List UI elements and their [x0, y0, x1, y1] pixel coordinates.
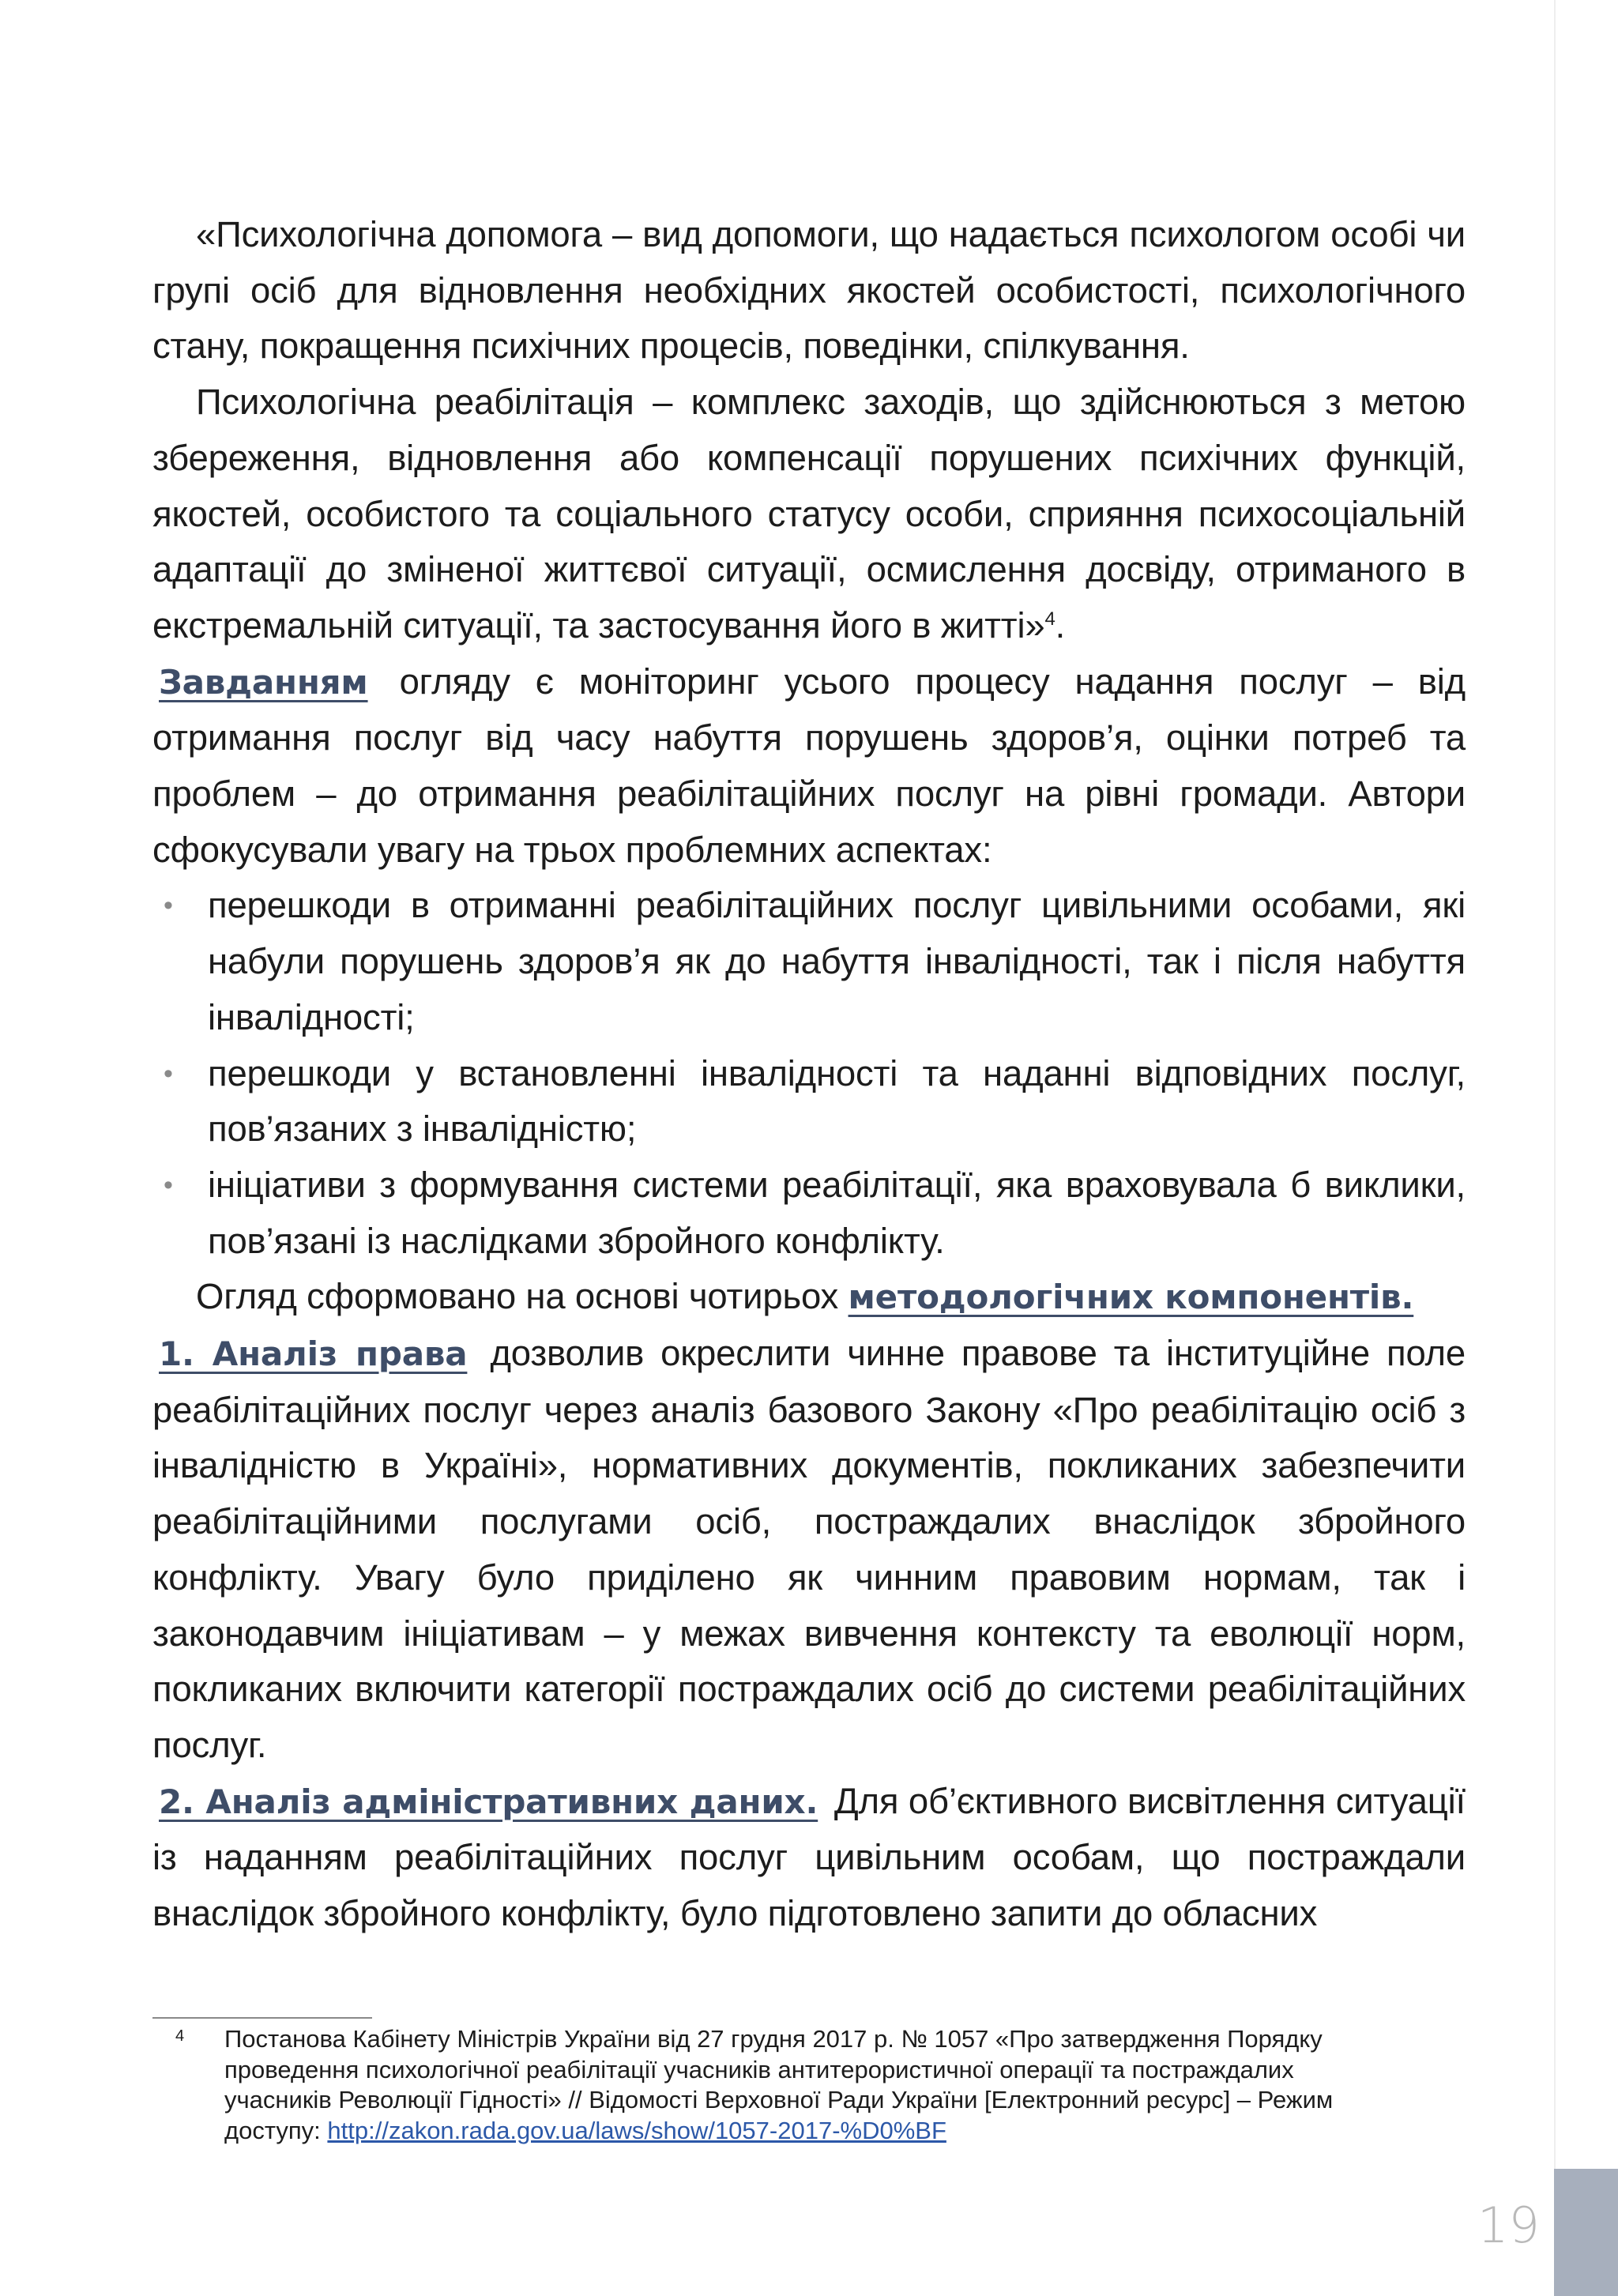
footnote — [175, 2024, 1408, 2146]
list-item — [152, 878, 1466, 1045]
law-analysis-text: дозволив окреслити чинне правове та інституційне поле реабілітаційних послуг через аналіз базового Закону «Про реабілітацію осіб з інвалідністю в Україні», нормативних документів, покликаних забезпечити реабілітаційними послугами осіб, постраждалих внаслідок збройного конфлікту. Увагу було приділено як чинним правовим нормам, так і законодавчим ініціативам – у межах вивчення контексту та еволюції норм, покликаних включити категорії постраждалих осіб до системи реабілітаційних послуг. — [152, 1333, 1466, 1765]
review-text: Огляд сформовано на основі чотирьох — [196, 1276, 839, 1317]
footnote-divider — [152, 2017, 372, 2019]
methodology-heading: методологічних компонентів. — [848, 1278, 1414, 1317]
footnote-ref[interactable]: 4 — [1044, 608, 1055, 630]
paragraph-review — [152, 1269, 1466, 1326]
tasks-text: огляду є моніторинг усього процесу надання послуг – від отримання послуг від часу набуття порушень здоров’я, оцінки потреб та проблем – до отримання реабілітаційних послуг на рівні громади. Автори сфокусували увагу на трьох проблемних аспектах: — [152, 661, 1466, 870]
page-tab — [1554, 2169, 1618, 2296]
footnote-number: 4 — [175, 2027, 185, 2045]
aspects-list — [152, 878, 1466, 1269]
paragraph-tasks — [152, 654, 1466, 879]
admin-data-text: Для об’єктивного висвітлення ситуації із наданням реабілітаційних послуг цивільним особам, що постраждали внаслідок збройного конфлікту, було підготовлено запити до обласних — [152, 1780, 1466, 1934]
list-item — [152, 1157, 1466, 1269]
list-item — [152, 1046, 1466, 1157]
tasks-heading: Завданням — [159, 662, 368, 702]
list-item-text: перешкоди в отриманні реабілітаційних послуг цивільними особами, які набули порушень здоров’я як до набуття інвалідності, так і після набуття інвалідності; — [208, 885, 1466, 1037]
bullet-icon: • — [164, 890, 173, 921]
page-number: 19 — [1477, 2196, 1540, 2254]
footnote-text — [224, 2024, 1408, 2146]
admin-data-heading: 2. Аналіз адміністративних даних. — [159, 1782, 818, 1821]
paragraph-end: . — [1055, 604, 1066, 646]
law-analysis-heading: 1. Аналіз права — [159, 1334, 468, 1374]
paragraph-psych-rehab — [152, 375, 1466, 654]
bullet-icon: • — [164, 1169, 173, 1200]
page-body — [152, 207, 1466, 1942]
margin-rule — [1554, 0, 1556, 2296]
paragraph-law-analysis — [152, 1326, 1466, 1774]
list-item-text: перешкоди у встановленні інвалідності та наданні відповідних послуг, пов’язаних з інвалідністю; — [208, 1052, 1466, 1150]
footnote-link[interactable]: http://zakon.rada.gov.ua/laws/show/1057-2017-%D0%BF — [327, 2116, 946, 2144]
list-item-text: ініціативи з формування системи реабілітації, яка враховувала б виклики, пов’язані із наслідками збройного конфлікту. — [208, 1164, 1466, 1261]
paragraph-admin-data — [152, 1774, 1466, 1942]
bullet-icon: • — [164, 1058, 173, 1089]
footnote-body: Постанова Кабінету Міністрів України від 27 грудня 2017 р. № 1057 «Про затвердження Порядку проведення психологічної реабілітації учасників антитерористичної операції та постраждалих учасників Революції Гідності» // Відомості Верховної Ради України [Електронний ресурс] – Режим доступу: — [224, 2025, 1334, 2144]
paragraph-psych-rehab-text: Психологічна реабілітація – комплекс заходів, що здійснюються з метою збереження, відновлення або компенсації порушених психічних функцій, якостей, особистого та соціального статусу особи, сприяння психосоціальній адаптації до зміненої життєвої ситуації, осмислення досвіду, отриманого в екстремальній ситуації, та застосування його в житті» — [152, 382, 1466, 646]
paragraph-psych-help: «Психологічна допомога – вид допомоги, що надається психологом особі чи групі осіб для відновлення необхідних якостей особистості, психологічного стану, покращення психічних процесів, поведінки, спілкування. — [152, 214, 1466, 367]
